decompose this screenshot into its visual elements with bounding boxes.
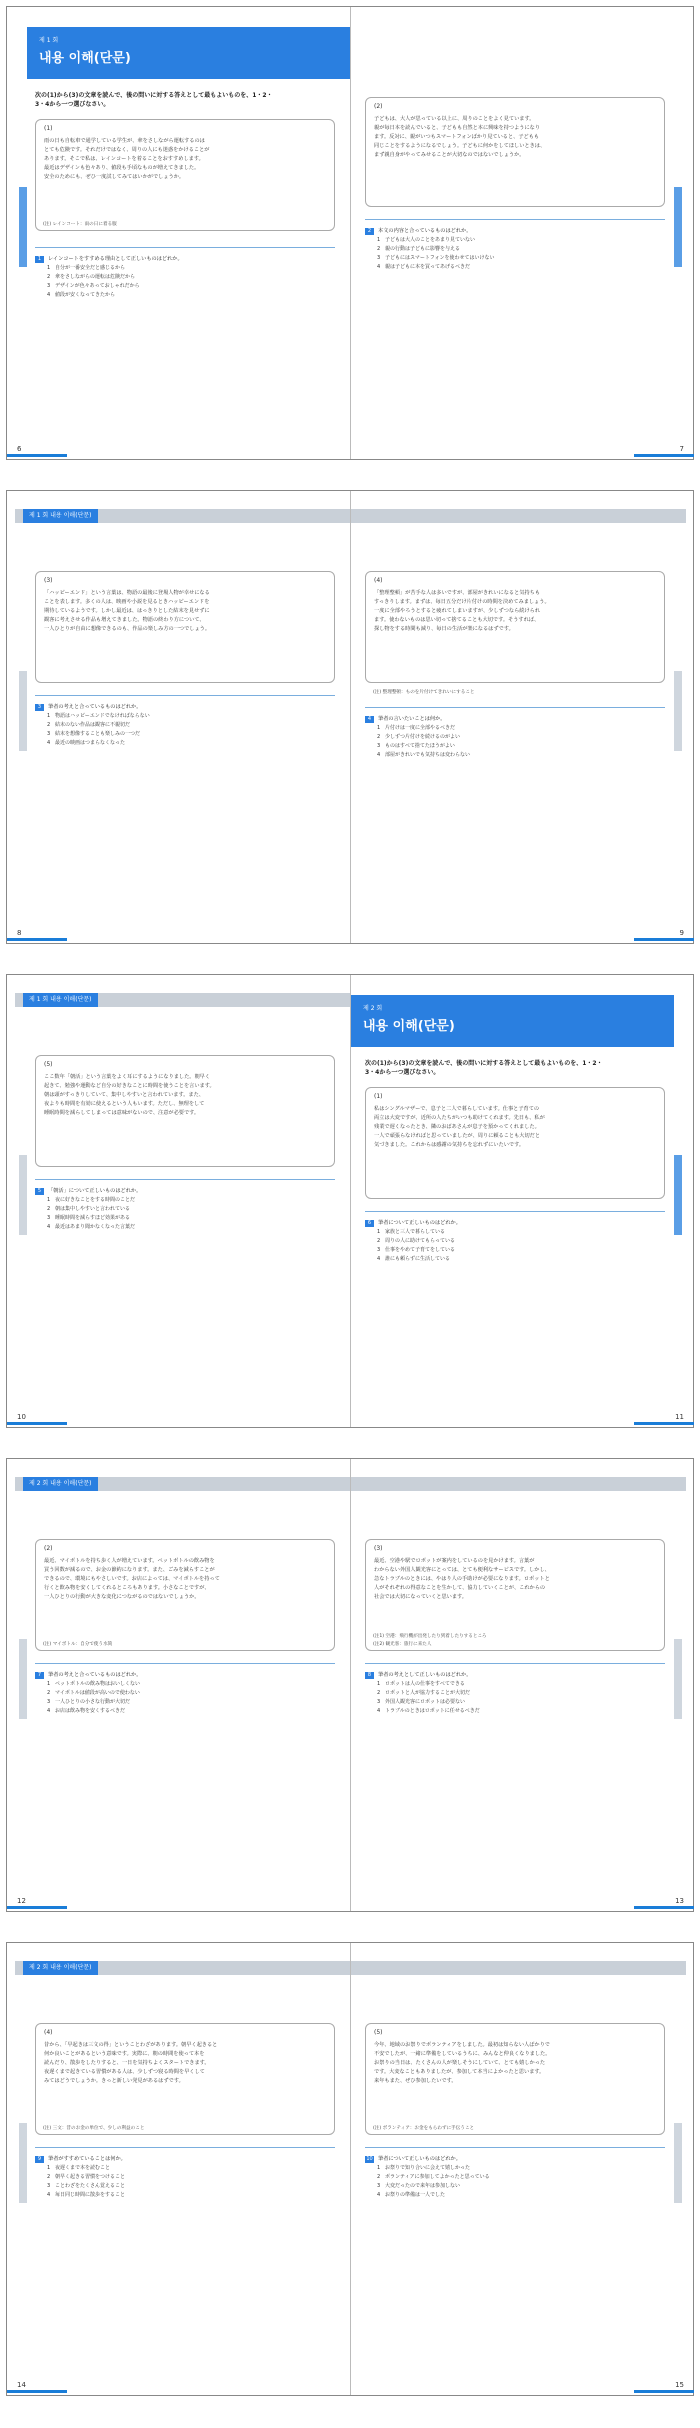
passage-line: 買う回数が減るので、お金の節約になります。また、ごみを減らすことが: [44, 1567, 215, 1573]
passage-line: 両立は大変ですが、近所の人たちがいつも助けてくれます。先日も、私が: [374, 1115, 545, 1121]
passage-label: (5): [44, 1061, 53, 1068]
section-tag: 제 1 회 내용 이해(단문): [23, 993, 98, 1007]
question-number: 8: [365, 1672, 374, 1679]
page-number: 13: [675, 1897, 684, 1905]
answer-option[interactable]: 1 物語はハッピーエンドでなければならない: [47, 713, 150, 719]
passage-label: (1): [44, 125, 53, 132]
passage-line: 朝は頭がすっきりしていて、集中しやすいと言われています。また、: [44, 1092, 204, 1098]
passage-line: 観客に考えさせる作品も増えてきました。物語の終わり方について、: [44, 617, 205, 623]
passage-line: 起きて、勉強や運動など自分の好きなことに時間を使うことを言います。: [44, 1083, 215, 1089]
passage-line: 一人ひとりが自由に想像できるのも、作品の楽しみ方の一つでしょう。: [44, 626, 211, 632]
reading-passage: [35, 1539, 335, 1651]
answer-option[interactable]: 4 最近はあまり聞かなくなった言葉だ: [47, 1224, 136, 1230]
answer-option[interactable]: 4 毎日同じ時間に散歩をすること: [47, 2192, 126, 2198]
question-number: 4: [365, 716, 374, 723]
page-10: [7, 975, 350, 1427]
page-bar: [634, 454, 694, 457]
side-tab: [19, 187, 27, 267]
passage-line: 一人ひとりの行動が大きな変化につながるのではないでしょうか。: [44, 1594, 200, 1600]
question-divider: [365, 1663, 665, 1664]
passage-line: 急なトラブルのときには、やはり人の手助けが必要になります。ロボットと: [374, 1576, 550, 1582]
page-9: [351, 491, 694, 943]
side-tab: [19, 671, 27, 751]
answer-option[interactable]: 4 誰にも頼らずに生活している: [377, 1256, 451, 1262]
page-number: 10: [17, 1413, 26, 1421]
question: [35, 2155, 335, 2200]
question: [365, 2155, 665, 2200]
answer-option[interactable]: 2 ボランティアに参加してよかったと思っている: [377, 2174, 490, 2180]
answer-option[interactable]: 1 ペットボトルの飲み物はおいしくない: [47, 1681, 141, 1687]
page-bar: [7, 454, 67, 457]
side-tab: [674, 187, 682, 267]
passage-label: (4): [44, 2029, 53, 2036]
question-number: 10: [366, 2156, 373, 2162]
passage-line: 最近、空港や駅でロボットが案内をしているのを見かけます。言葉が: [374, 1558, 535, 1564]
answer-option[interactable]: 4 親は子どもに本を買ってあげるべきだ: [377, 264, 471, 270]
question-divider: [35, 1179, 335, 1180]
passage-line: 「整理整頓」が苦手な人は多いですが、部屋がきれいになると気持ちも: [374, 590, 541, 596]
passage-label: (3): [374, 1545, 383, 1552]
answer-option[interactable]: 2 親の行動は子どもに影響を与える: [377, 246, 461, 252]
question-divider: [35, 695, 335, 696]
answer-option[interactable]: 3 睡眠時間を減らすほど効果がある: [47, 1215, 131, 1221]
header-unit: 제 2 회: [363, 1005, 383, 1012]
passage-label: (5): [374, 2029, 383, 2036]
question-divider: [365, 219, 665, 220]
passage-line: 社会では大切になっていくと思います。: [374, 1594, 467, 1600]
page-bar: [7, 1906, 67, 1909]
answer-option[interactable]: 2 傘をさしながらの運転は危険だから: [47, 274, 136, 280]
section-strip: [351, 509, 686, 523]
passage-line: 来年もまた、ぜひ参加したいです。: [374, 2078, 457, 2084]
passage-line: ます。反対に、親がいつもスマートフォンばかり見ていると、子どもも: [374, 134, 540, 140]
passage-line: とても危険です。それだけではなく、周りの人にも迷惑をかけることが: [44, 147, 210, 153]
passage-label: (4): [374, 577, 383, 584]
section-strip: [351, 1477, 686, 1491]
answer-option[interactable]: 1 片付けは一度に全部やるべきだ: [377, 725, 456, 731]
passage-line: です。大変なこともありましたが、参加して本当によかったと思います。: [374, 2069, 545, 2075]
passage-line: ことを表します。多くの人は、映画や小説を見るときハッピーエンドを: [44, 599, 210, 605]
footnote: (注) 三文：昔のお金の単位で、少しの利益のこと: [43, 2126, 145, 2131]
page-bar: [634, 1422, 694, 1425]
answer-option[interactable]: 2 朝早く起きる習慣をつけること: [47, 2174, 126, 2180]
answer-option[interactable]: 2 少しずつ片付けを続けるのがよい: [377, 734, 461, 740]
passage-line: 夜遅くまで起きている習慣がある人は、少しずつ寝る時間を早くして: [44, 2069, 205, 2075]
passage-line: わからない外国人観光客にとっては、とても便利なサービスです。しかし、: [374, 1567, 550, 1573]
passage-line: 探し物をする時間も減り、毎日の生活が楽になるはずです。: [374, 626, 514, 632]
answer-option[interactable]: 3 ことわざをたくさん覚えること: [47, 2183, 126, 2189]
question-text: 筆者の考えと合っているものはどれか。: [48, 704, 142, 710]
passage-line: 読んだり、散歩をしたりすると、一日を気持ちよくスタートできます。: [44, 2060, 210, 2066]
passage-line: 安全のためにも、ぜひ一度試してみてはいかがでしょうか。: [44, 174, 185, 180]
answer-option[interactable]: 4 値段が安くなってきたから: [47, 292, 116, 298]
passage-line: 親が毎日本を読んでいると、子どもも自然と本に興味を持つようになり: [374, 125, 541, 131]
footnote: (注) 整理整頓：ものを片付けてきれいにすること: [373, 690, 475, 695]
passage-line: 期待しているようです。しかし最近は、はっきりとした結末を見せずに: [44, 608, 210, 614]
page-15: [351, 1943, 694, 2395]
side-tab: [674, 671, 682, 751]
instruction: [35, 91, 335, 109]
section-strip: [15, 993, 350, 1007]
reading-passage: [365, 97, 665, 207]
passage-line: みてはどうでしょうか。きっと新しい発見があるはずです。: [44, 2078, 184, 2084]
footnote: (注) レインコート：雨の日に着る服: [43, 222, 117, 227]
reading-passage: [365, 571, 665, 683]
question-number: 5: [35, 1188, 44, 1195]
passage-line: 夜よりも時間を有効に使えるという人もいます。ただし、無理をして: [44, 1101, 205, 1107]
page-bar: [7, 2390, 67, 2393]
side-tab: [674, 2123, 682, 2203]
answer-option[interactable]: 2 マイボトルは値段が高いので使わない: [47, 1690, 140, 1696]
question-text: 筆者について正しいものはどれか。: [378, 2156, 461, 2162]
answer-option[interactable]: 1 家族と三人で暮らしている: [377, 1229, 446, 1235]
instruction-line: 次の(1)から(3)の文章を読んで、後の問いに対する答えとして最もよいものを、1・2・: [365, 1060, 603, 1067]
section-strip: [15, 1477, 350, 1491]
answer-option[interactable]: 2 ロボットと人が協力することが大切だ: [377, 1690, 471, 1696]
answer-option[interactable]: 1 ロボットは人の仕事をすべてできる: [377, 1681, 465, 1687]
page-bar: [634, 2390, 694, 2393]
answer-option[interactable]: 1 自分が一番安全だと感じるから: [47, 265, 126, 271]
passage-label: (2): [44, 1545, 53, 1552]
question-number: 1: [35, 256, 44, 263]
passage-line: 今年、地域のお祭りでボランティアをしました。最初は知らない人ばかりで: [374, 2042, 550, 2048]
question-divider: [35, 2147, 335, 2148]
header-unit: 제 1 회: [39, 37, 59, 44]
section-tag: 제 1 회 내용 이해(단문): [23, 509, 98, 523]
passage-line: すっきりします。まずは、毎日五分だけ片付けの時間を決めてみましょう。: [374, 599, 550, 605]
footnote: (注) ボランティア：お金をもらわずに手伝うこと: [373, 2126, 475, 2131]
answer-option[interactable]: 3 外国人観光客にロボットは必要ない: [377, 1699, 466, 1705]
footnote: (注1) 空港：飛行機が出発したり到着したりするところ: [373, 1634, 487, 1639]
page-12: [7, 1459, 350, 1911]
question-text: 筆者について正しいものはどれか。: [378, 1220, 461, 1226]
page-spread-3: [6, 974, 694, 1428]
reading-passage: [365, 1087, 665, 1199]
instruction: [365, 1059, 665, 1077]
side-tab: [674, 1155, 682, 1235]
passage-line: 一度に全部やろうとすると疲れてしまいますが、少しずつなら続けられ: [374, 608, 541, 614]
instruction-line: 3・4から一つ選びなさい。: [365, 1069, 440, 1076]
passage-label: (3): [44, 577, 53, 584]
question-number: 7: [35, 1672, 44, 1679]
passage-line: 何か良いことがあるという意味です。実際に、朝の時間を使って本を: [44, 2051, 205, 2057]
answer-option[interactable]: 1 夜に好きなことをする時間のことだ: [47, 1197, 136, 1203]
passage-line: 残業で遅くなったとき、隣のおばあさんが息子を預かってくれました。: [374, 1124, 540, 1130]
side-tab: [19, 2123, 27, 2203]
page-number: 9: [679, 929, 684, 937]
question-number: 6: [365, 1220, 374, 1227]
page-number: 6: [17, 445, 22, 453]
passage-line: 行くと飲み物を安くしてくれるところもあります。小さなことですが、: [44, 1585, 210, 1591]
answer-option[interactable]: 2 朝は集中しやすいと言われている: [47, 1206, 131, 1212]
page-number: 12: [17, 1897, 26, 1905]
page-spread-2: [6, 490, 694, 944]
passage-line: お祭りの当日は、たくさんの人が楽しそうにしていて、とても嬉しかった: [374, 2060, 546, 2066]
page-11: [351, 975, 694, 1427]
question: [365, 227, 665, 272]
question: [365, 1671, 665, 1716]
side-tab: [674, 1639, 682, 1719]
question: [365, 1219, 665, 1264]
question: [35, 703, 335, 748]
side-tab: [19, 1639, 27, 1719]
header-title: 내용 이해(단문): [39, 51, 131, 66]
passage-line: 不安でしたが、一緒に準備をしているうちに、みんなと仲良くなりました。: [374, 2051, 551, 2057]
page-13: [351, 1459, 694, 1911]
page-bar: [7, 938, 67, 941]
question-divider: [365, 707, 665, 708]
passage-line: 最近、マイボトルを持ち歩く人が増えています。ペットボトルの飲み物を: [44, 1558, 215, 1564]
passage-line: 睡眠時間を減らしてしまっては意味がないので、注意が必要です。: [44, 1110, 200, 1116]
answer-option[interactable]: 4 トラブルのときはロボットに任せるべきだ: [377, 1708, 480, 1714]
question: [35, 1671, 335, 1716]
question: [35, 255, 335, 300]
passage-line: 私はシングルマザーで、息子と二人で暮らしています。仕事と子育ての: [374, 1106, 540, 1112]
answer-option[interactable]: 2 結末のない作品は観客に不親切だ: [47, 722, 131, 728]
section-tag: 제 2 회 내용 이해(단문): [23, 1961, 98, 1975]
page-14: [7, 1943, 350, 2395]
question-text: 筆者の考えとして正しいものはどれか。: [378, 1672, 472, 1678]
section-header: [27, 27, 350, 79]
passage-line: ます。使わないものは思い切って捨てることも大切です。そうすれば、: [374, 617, 540, 623]
question-divider: [35, 1663, 335, 1664]
question-divider: [365, 1211, 665, 1212]
question-text: 筆者の考えと合っているものはどれか。: [48, 1672, 142, 1678]
passage-line: 「ハッピーエンド」という言葉は、物語の最後に登場人物が幸せになる: [44, 590, 210, 596]
question-text: 筆者がすすめていることは何か。: [48, 2156, 126, 2162]
page-spread-5: [6, 1942, 694, 2396]
passage-line: 気づきました。これからは感謝の気持ちを忘れずにいたいです。: [374, 1142, 525, 1148]
section-tag: 제 2 회 내용 이해(단문): [23, 1477, 98, 1491]
passage-line: 同じことをするようになるでしょう。子どもに何かをしてほしいときは、: [374, 143, 546, 149]
question-text: 本文の内容と合っているものはどれか。: [378, 228, 472, 234]
header-title: 내용 이해(단문): [363, 1019, 455, 1034]
page-number: 15: [675, 2381, 684, 2389]
answer-option[interactable]: 3 ものはすべて捨てたほうがよい: [377, 743, 455, 749]
answer-option[interactable]: 4 部屋がきれいでも気持ちは変わらない: [377, 752, 471, 758]
answer-option[interactable]: 3 結末を想像することも楽しみの一つだ: [47, 731, 141, 737]
answer-option[interactable]: 2 周りの人に助けてもらっている: [377, 1238, 456, 1244]
passage-line: まず親自身がやってみせることが大切なのではないでしょうか。: [374, 152, 525, 158]
instruction-line: 次の(1)から(3)の文章を読んで、後の問いに対する答えとして最もよいものを、1・2・: [35, 92, 273, 99]
side-tab: [19, 1155, 27, 1235]
answer-option[interactable]: 3 一人ひとりの小さな行動が大切だ: [47, 1699, 131, 1705]
passage-line: 一人で頑張らなければと思っていましたが、周りに頼ることも大切だと: [374, 1133, 541, 1139]
page-bar: [7, 1422, 67, 1425]
passage-line: できるので、環境にもやさしいです。お店によっては、マイボトルを持って: [44, 1576, 220, 1582]
answer-option[interactable]: 4 お店は飲み物を安くするべきだ: [47, 1708, 126, 1714]
passage-line: 最近はデザインも色々あり、値段も手頃なものが増えてきました。: [44, 165, 200, 171]
answer-option[interactable]: 1 お祭りで知り合いに会えて嬉しかった: [377, 2165, 471, 2171]
reading-passage: [35, 571, 335, 683]
answer-option[interactable]: 3 仕事をやめて子育てをしている: [377, 1247, 456, 1253]
answer-option[interactable]: 1 夜遅くまで本を読むこと: [47, 2165, 111, 2171]
page-spread-1: [6, 6, 694, 460]
section-header: [351, 995, 674, 1047]
answer-option[interactable]: 1 子どもは大人のことをあまり見ていない: [377, 237, 476, 243]
reading-passage: [35, 2023, 335, 2135]
section-strip: [15, 509, 350, 523]
page-8: [7, 491, 350, 943]
question-number: 3: [35, 704, 44, 711]
footnote: (注2) 観光客：旅行に来た人: [373, 1642, 432, 1647]
page-6: [7, 7, 350, 459]
passage-line: 子どもは、大人が思っている以上に、周りのことをよく見ています。: [374, 116, 535, 122]
question: [365, 715, 665, 760]
page-number: 8: [17, 929, 22, 937]
passage-line: 昔から、「早起きは三文の得」ということわざがあります。朝早く起きると: [44, 2042, 218, 2048]
question-text: 「朝活」について正しいものはどれか。: [48, 1188, 142, 1194]
reading-passage: [35, 119, 335, 231]
section-strip: [15, 1961, 350, 1975]
passage-label: (1): [374, 1093, 383, 1100]
answer-option[interactable]: 3 大変だったので来年は参加しない: [377, 2183, 461, 2189]
question-number: 2: [365, 228, 374, 235]
instruction-line: 3・4から一つ選びなさい。: [35, 101, 110, 108]
page-7: [351, 7, 694, 459]
passage-label: (2): [374, 103, 383, 110]
answer-option[interactable]: 4 お祭りの準備は一人でした: [377, 2192, 446, 2198]
question-text: レインコートをすすめる理由として正しいものはどれか。: [48, 256, 183, 262]
question-text: 筆者の言いたいことは何か。: [378, 716, 446, 722]
footnote: (注) マイボトル：自分で使う水筒: [43, 1642, 113, 1647]
passage-line: 雨の日も自転車で通学している学生が、傘をさしながら運転するのは: [44, 138, 205, 144]
question-number: 9: [35, 2156, 44, 2163]
page-number: 14: [17, 2381, 26, 2389]
question-divider: [35, 247, 335, 248]
question-divider: [365, 2147, 665, 2148]
answer-option[interactable]: 4 最近の映画はつまらなくなった: [47, 740, 126, 746]
answer-option[interactable]: 3 デザインが色々あっておしゃれだから: [47, 283, 140, 289]
page-number: 11: [675, 1413, 684, 1421]
passage-line: ここ数年「朝活」という言葉をよく耳にするようになりました。朝早く: [44, 1074, 211, 1080]
page-bar: [634, 938, 694, 941]
passage-line: あります。そこで私は、レインコートを着ることをおすすめします。: [44, 156, 204, 162]
section-strip: [351, 1961, 686, 1975]
page-spread-4: [6, 1458, 694, 1912]
page-number: 7: [679, 445, 684, 453]
reading-passage: [35, 1055, 335, 1167]
reading-passage: [365, 2023, 665, 2135]
question: [35, 1187, 335, 1232]
passage-line: 人がそれぞれの得意なことを生かして、協力していくことが、これからの: [374, 1585, 546, 1591]
answer-option[interactable]: 3 子どもにはスマートフォンを使わせてはいけない: [377, 255, 495, 261]
page-bar: [634, 1906, 694, 1909]
